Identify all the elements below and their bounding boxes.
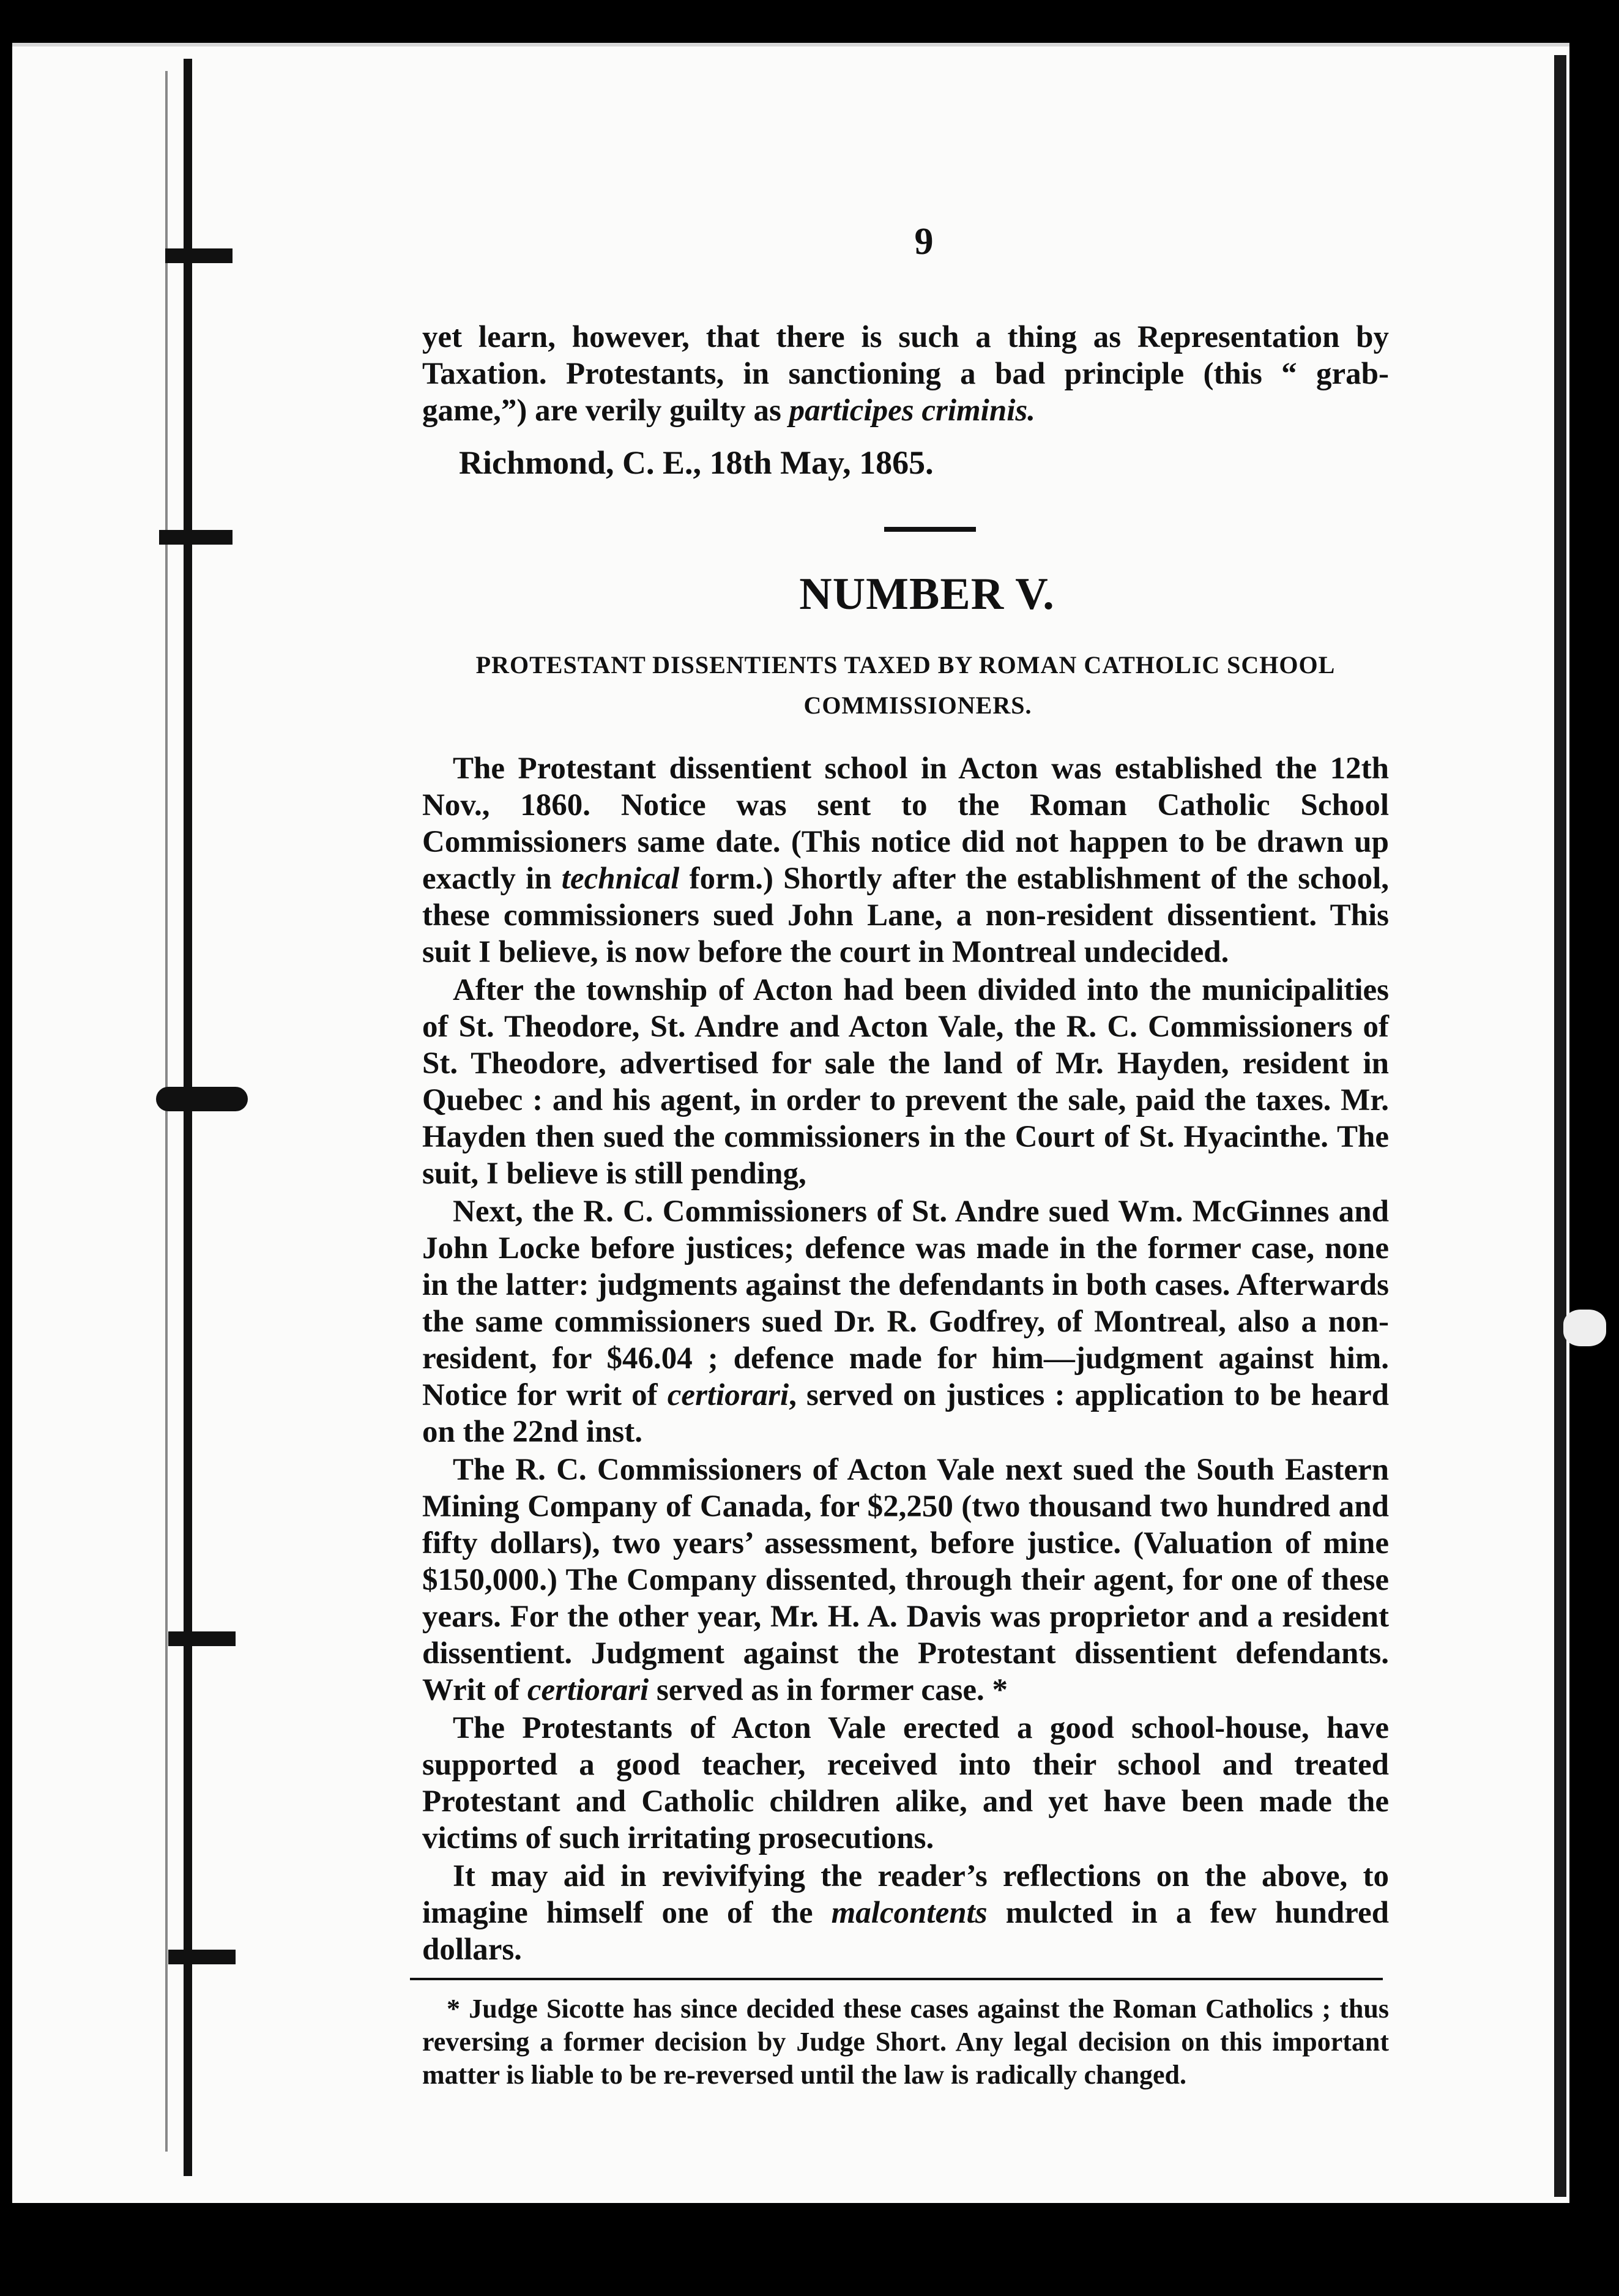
paragraph-3-italic: certiorari — [667, 1378, 789, 1412]
subheading-line-1: PROTESTANT DISSENTIENTS TAXED BY ROMAN CATHOLIC SCHOOL — [475, 651, 1336, 679]
intro-text: yet learn, however, that there is such a thing as Representation by Taxation. Protestants, in sanctioning a bad principle (this “ grab-game,”) are verily guilty as — [422, 320, 1389, 428]
intro-italic: participes criminis. — [789, 393, 1035, 428]
footnote-divider — [410, 1978, 1383, 1980]
paragraph-1-italic: technical — [561, 862, 680, 896]
stitch-mark — [168, 1631, 236, 1646]
section-heading: NUMBER V. — [799, 569, 1055, 619]
stitch-mark — [168, 1950, 236, 1964]
footnote: * Judge Sicotte has since decided these cases against the Roman Catholics ; thus reversing a former decision by Judge Short. Any legal decision on this important matter is liable to be re-reversed until the law is radically changed. — [422, 1994, 1389, 2090]
paragraph-4 — [422, 1452, 1389, 1709]
paragraph-5: The Protestants of Acton Vale erected a good school-house, have supported a good teacher, received into their school and treated Protestant and Catholic children alike, and yet have been made the victims of such irritating prosecutions. — [422, 1711, 1389, 1855]
subheading-line-2: COMMISSIONERS. — [803, 691, 1032, 719]
paragraph-4-text-b: served as in former case. * — [649, 1673, 1008, 1707]
section-subheading — [422, 645, 1389, 726]
paragraph-3-text-b: , served on justices : application to be heard on the 22nd inst. — [422, 1378, 1389, 1449]
intro-paragraph — [422, 319, 1389, 429]
binding-edge — [165, 71, 168, 2152]
paragraph-3 — [422, 1193, 1389, 1450]
page-right-edge — [1554, 55, 1566, 2197]
paragraph-1-text-b: form.) Shortly after the establishment of the school, these commissioners sued John Lane, a non-resident dissentient. This suit I believe, is now before the court in Montreal undecided. — [422, 862, 1389, 969]
stitch-mark — [165, 248, 233, 263]
paragraph-2: After the township of Acton had been divided into the municipalities of St. Theodore, St. Andre and Acton Vale, the R. C. Commissioners of St. Theodore, advertised for sale the land of Mr. Hayden, resident in Quebec : and his agent, in order to prevent the sale, paid the taxes. Mr. Hayden then sued the commissioners in the Court of St. Hyacinthe. The suit, I believe is still pending, — [422, 973, 1389, 1191]
paragraph-3-text-a: Next, the R. C. Commissioners of St. Andre sued Wm. McGinnes and John Locke before justices; defence was made in the former case, none in the latter: judgments against the defendants in both cases. Afterwards the same commissioners sued Dr. R. Godfrey, of Montreal, also a non-resident, for $46.04 ; defence made for him—judgment against him. Notice for writ of — [422, 1195, 1389, 1412]
stitch-mark — [156, 1087, 248, 1111]
stitch-mark — [159, 530, 233, 545]
paragraph-4-text-a: The R. C. Commissioners of Acton Vale next sued the South Eastern Mining Company of Canada, for $2,250 (two thousand two hundred and fifty dollars), two years’ assessment, before justice. (Valuation of mine $150,000.) The Company dissented, through their agent, for one of these years. For the other year, Mr. H. A. Davis was proprietor and a resident dissentient. Judgment against the Protestant dissentient defendants. Writ of — [422, 1453, 1389, 1707]
section-divider — [884, 527, 976, 532]
binding-stitch-line — [184, 59, 192, 2176]
paragraph-1 — [422, 750, 1389, 971]
paragraph-6-italic: malcontents — [831, 1896, 988, 1930]
paragraph-4-italic: certiorari — [527, 1673, 649, 1707]
paragraph-6 — [422, 1858, 1389, 1968]
page-number: 9 — [914, 221, 934, 263]
paragraph-1-text-a: The Protestant dissentient school in Acton was established the 12th Nov., 1860. Notice was sent to the Roman Catholic School Commissioners same date. (This notice did not happen to be drawn up exactly in — [422, 751, 1389, 896]
paragraph-6-text-a: It may aid in revivifying the reader’s reflections on the above, to imagine himself one of the — [422, 1859, 1389, 1930]
paper-tear — [1563, 1310, 1606, 1346]
paragraph-6-text-b: mulcted in a few hundred dollars. — [422, 1896, 1389, 1967]
page-content — [422, 220, 1389, 2092]
signoff-line: Richmond, C. E., 18th May, 1865. — [459, 444, 934, 481]
